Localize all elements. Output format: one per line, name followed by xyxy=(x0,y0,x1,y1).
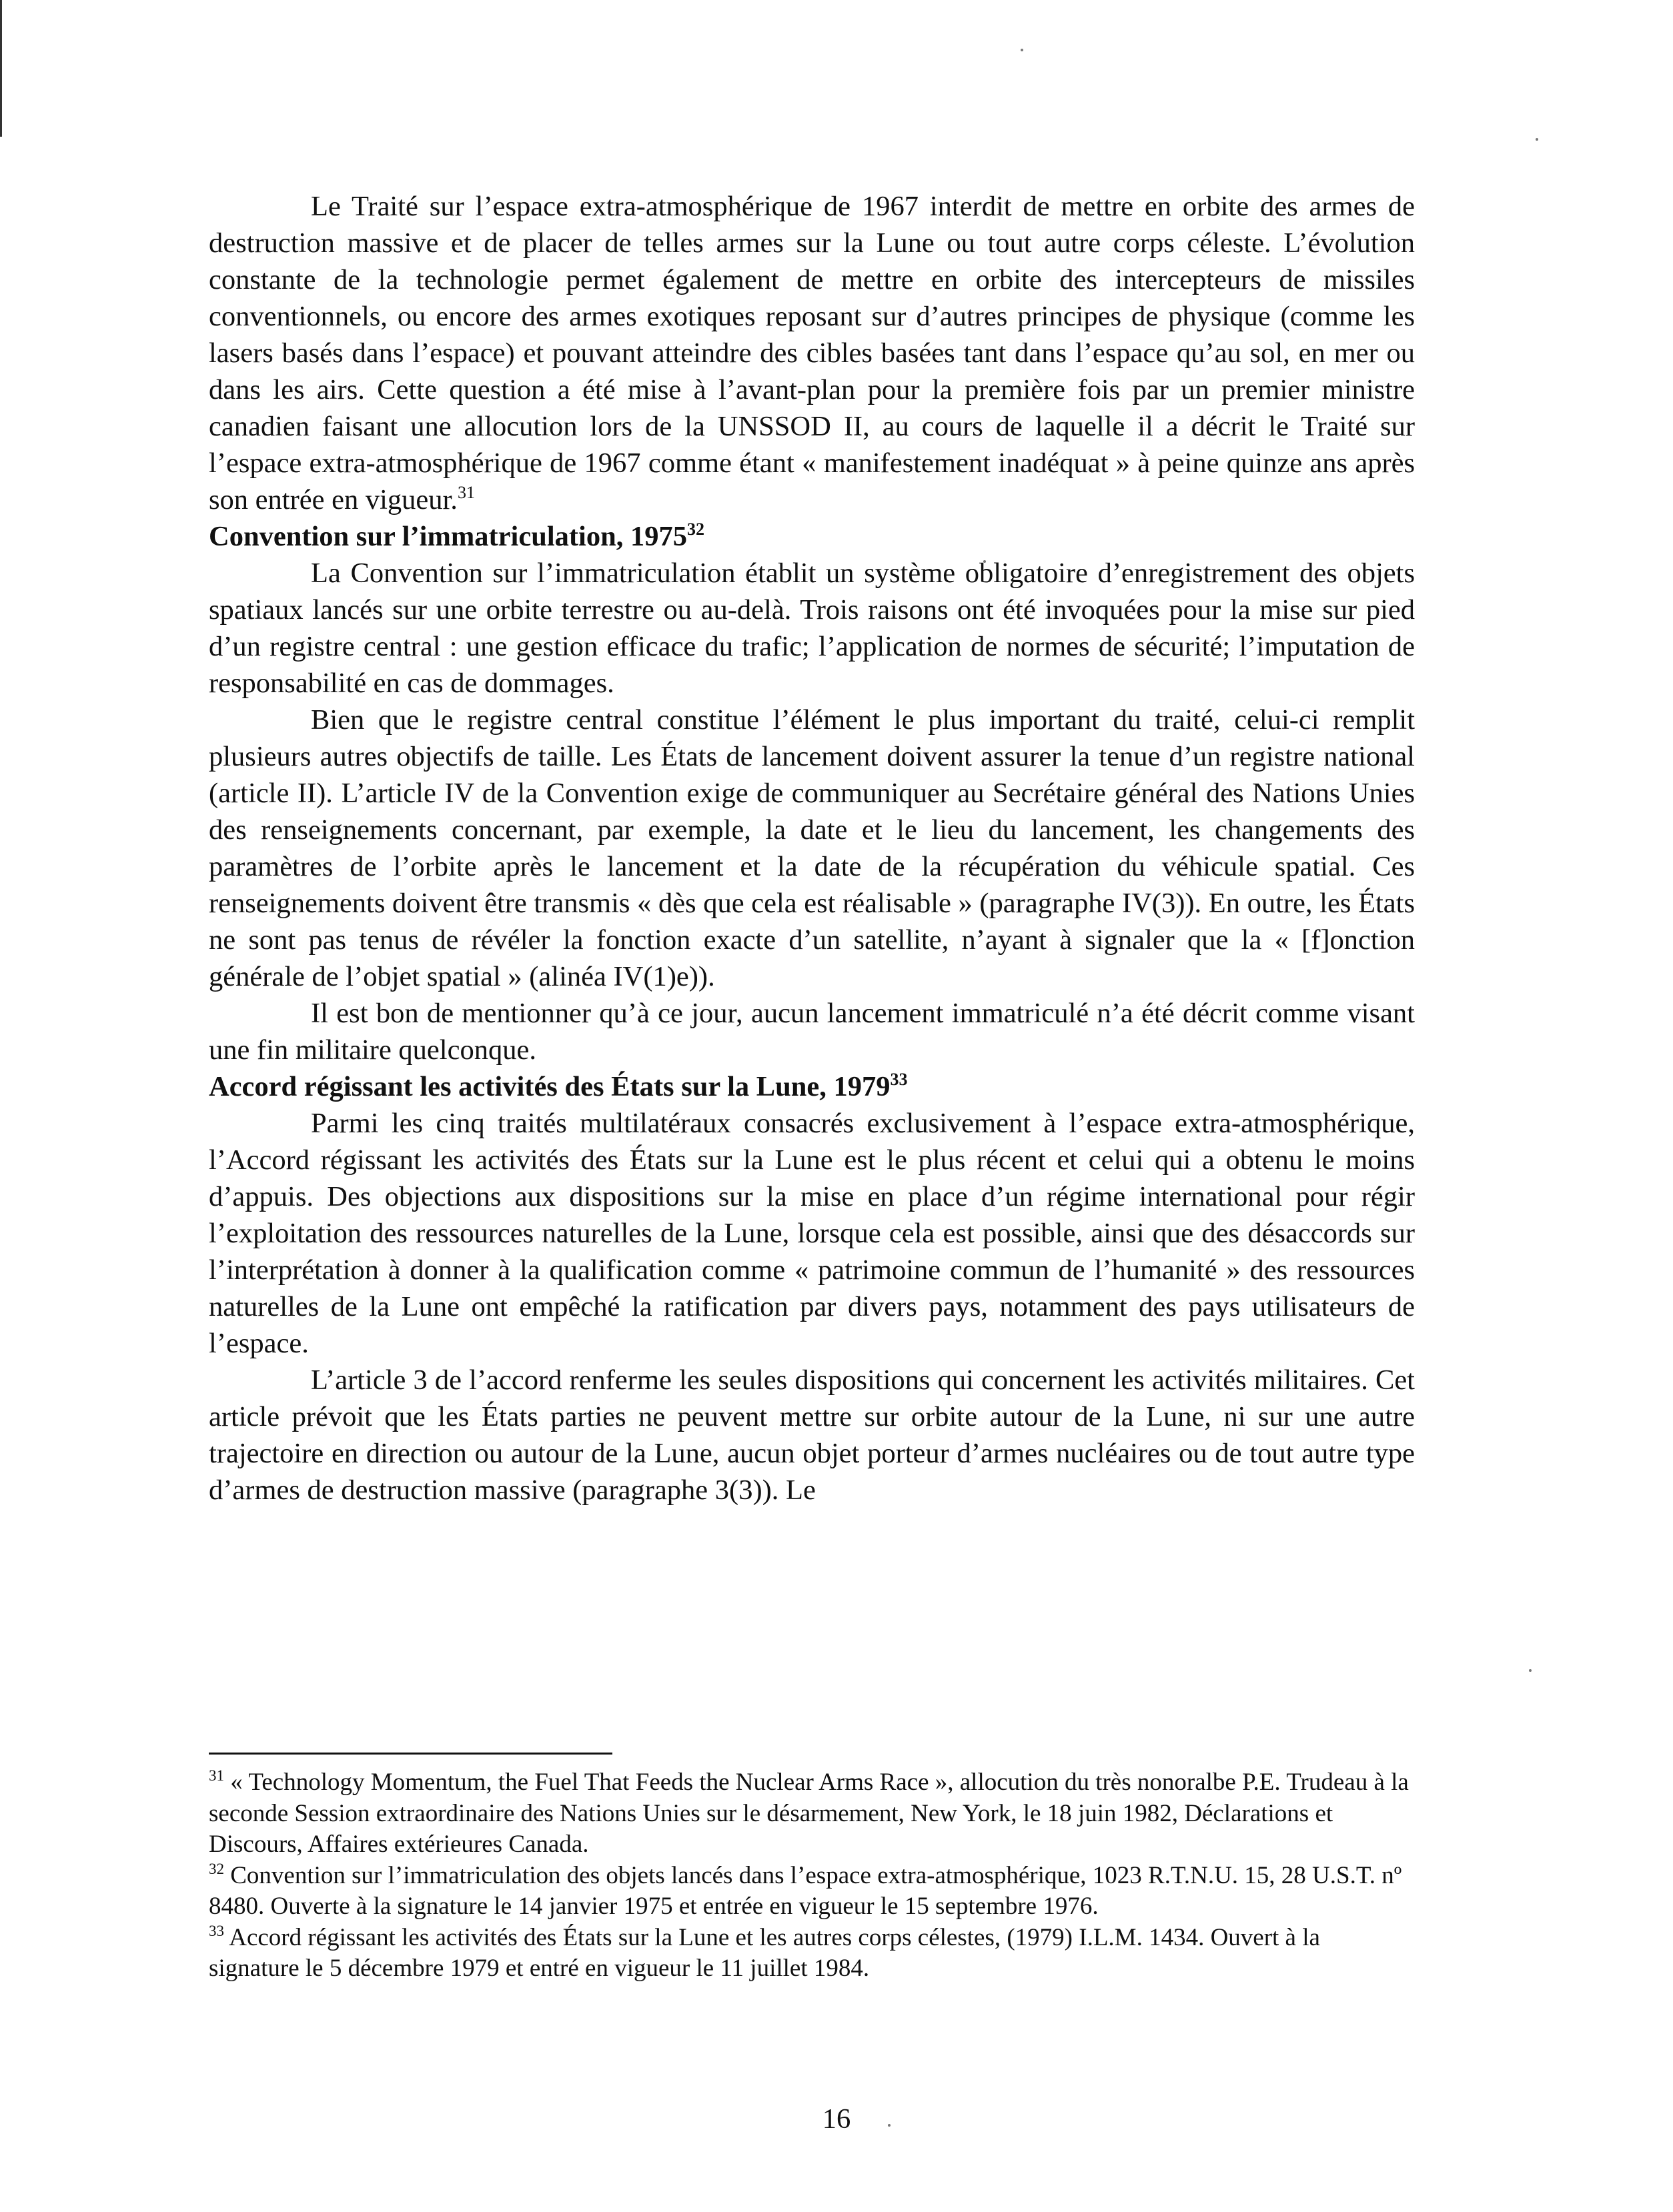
scan-speck xyxy=(1529,1669,1532,1672)
footnote-text: Accord régissant les activités des États sur la Lune et les autres corps célestes, (1979) I.L.M. 1434. Ouvert à la signature le 5 décembre 1979 et entré en vigueur le 11 juillet 1984. xyxy=(209,1923,1320,1982)
scan-margin-line xyxy=(0,0,2,137)
paragraph-registration-objectives: Bien que le registre central constitue l’élément le plus important du traité, celui-ci remplit plusieurs autres objectifs de taille. Les États de lancement doivent assurer la tenue d’un registre national (article II). L’article IV de la Convention exige de communiquer au Secrétaire général des Nations Unies des renseignements concernant, par exemple, la date et le lieu du lancement, les changements des paramètres de l’orbite après le lancement et la date de la récupération du véhicule spatial. Ces renseignements doivent être transmis « dès que cela est réalisable » (paragraphe IV(3)). En outre, les États ne sont pas tenus de révéler la fonction exacte d’un satellite, n’ayant à signaler que la « [f]onction générale de l’objet spatial » (alinéa IV(1)e)). xyxy=(209,704,1415,992)
footnote-31 xyxy=(209,1767,1415,1861)
paragraph-registration-system: La Convention sur l’immatriculation établit un système obligatoire d’enregistrement des objets spatiaux lancés sur une orbite terrestre ou au-delà. Trois raisons ont été invoquées pour la mise sur pied d’un registre central : une gestion efficace du trafic; l’application de normes de sécurité; l’imputation de responsabilité en cas de dommages. xyxy=(209,558,1415,699)
paragraph-article-3: L’article 3 de l’accord renferme les seules dispositions qui concernent les activités militaires. Cet article prévoit que les États parties ne peuvent mettre sur orbite autour de la Lune, ni sur une autre trajectoire en direction ou autour de la Lune, aucun objet porteur d’armes nucléaires ou de tout autre type d’armes de destruction massive (paragraphe 3(3)). Le xyxy=(209,1364,1415,1506)
paragraph-outer-space-treaty xyxy=(209,188,1415,518)
footnotes xyxy=(209,1767,1415,1985)
footnote-number: 32 xyxy=(209,1860,224,1877)
scan-speck xyxy=(1021,49,1023,51)
footnote-number: 31 xyxy=(209,1767,224,1784)
footnote-ref-33[interactable]: 33 xyxy=(890,1070,908,1089)
heading-text: Accord régissant les activités des États sur la Lune, 1979 xyxy=(209,1071,891,1102)
heading-text: Convention sur l’immatriculation, 1975 xyxy=(209,521,688,552)
paragraph-military-launches: Il est bon de mentionner qu’à ce jour, aucun lancement immatriculé n’a été décrit comme visant une fin militaire quelconque. xyxy=(209,998,1415,1066)
paragraph-text: Le Traité sur l’espace extra-atmosphérique de 1967 interdit de mettre en orbite des armes de destruction massive et de placer de telles armes sur la Lune ou tout autre corps céleste. L’évolution constante de la technologie permet également de mettre en orbite des intercepteurs de missiles conventionnels, ou encore des armes exotiques reposant sur d’autres principes de physique (comme les lasers basés dans l’espace) et pouvant atteindre des cibles basées tant dans l’espace qu’au sol, en mer ou dans les airs. Cette question a été mise à l’avant-plan pour la première fois par un premier ministre canadien faisant une allocution lors de la UNSSOD II, au cours de laquelle il a décrit le Traité sur l’espace extra-atmosphérique de 1967 comme étant « manifestement inadéquat » à peine quinze ans après son entrée en vigueur. xyxy=(209,191,1415,515)
paragraph-moon-agreement-support: Parmi les cinq traités multilatéraux consacrés exclusivement à l’espace extra-atmosphérique, l’Accord régissant les activités des États sur la Lune est le plus récent et celui qui a obtenu le moins d’appuis. Des objections aux dispositions sur la mise en place d’un régime international pour régir l’exploitation des ressources naturelles de la Lune, lorsque cela est possible, ainsi que des désaccords sur l’interprétation à donner à la qualification comme « patrimoine commun de l’humanité » des ressources naturelles de la Lune ont empêché la ratification par divers pays, notamment des pays utilisateurs de l’espace. xyxy=(209,1108,1415,1359)
footnote-ref-31[interactable]: 31 xyxy=(457,483,475,502)
footnote-text: « Technology Momentum, the Fuel That Feeds the Nuclear Arms Race », allocution du très nonoralbe P.E. Trudeau à la seconde Session extraordinaire des Nations Unies sur le désarmement, New York, le 18 juin 1982, Déclarations et Discours, Affaires extérieures Canada. xyxy=(209,1769,1409,1858)
footnote-text: Convention sur l’immatriculation des objets lancés dans l’espace extra-atmosphérique, 1023 R.T.N.U. 15, 28 U.S.T. nº 8480. Ouverte à la signature le 14 janvier 1975 et entrée en vigueur le 15 septembre 1976. xyxy=(209,1861,1402,1920)
footnote-ref-32[interactable]: 32 xyxy=(687,519,705,539)
footnote-number: 33 xyxy=(209,1922,224,1939)
footnote-separator xyxy=(209,1753,612,1755)
footnote-32 xyxy=(209,1861,1415,1923)
footnote-33 xyxy=(209,1923,1415,1985)
scan-speck xyxy=(1536,138,1538,141)
main-text xyxy=(209,188,1415,1508)
section-heading-moon-agreement xyxy=(209,1068,1415,1105)
section-heading-registration-convention xyxy=(209,518,1415,555)
page-number: 16 xyxy=(822,2103,851,2135)
